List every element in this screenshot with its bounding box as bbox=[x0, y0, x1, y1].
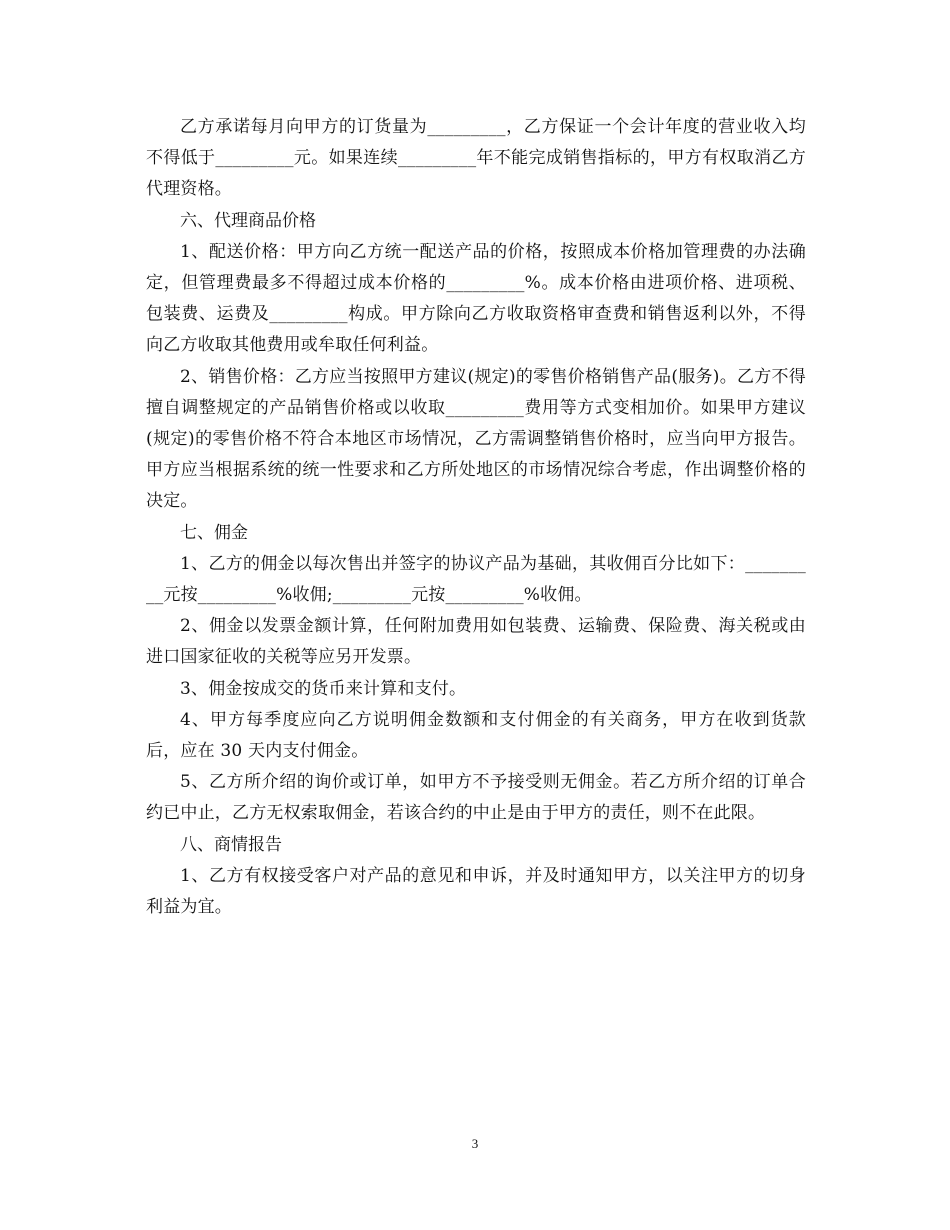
paragraph-order-volume: 乙方承诺每月向甲方的订货量为_________，乙方保证一个会计年度的营业收入均不得低于_________元。如果连续_________年不能完成销售指标的，甲方有权取消乙方代理资格。 bbox=[146, 117, 806, 200]
paragraph-sales-price: 2、销售价格：乙方应当按照甲方建议(规定)的零售价格销售产品(服务)。乙方不得擅自调整规定的产品销售价格或以收取_________费用等方式变相加价。如果甲方建议(规定)的零售价格不符合本地区市场情况，乙方需调整销售价格时，应当向甲方报告。甲方应当根据系统的统一性要求和乙方所处地区的市场情况综合考虑，作出调整价格的决定。 bbox=[146, 366, 806, 512]
document-body bbox=[146, 112, 806, 923]
paragraph-commission-rate: 1、乙方的佣金以每次售出并签字的协议产品为基础，其收佣百分比如下：_________元按_________%收佣;_________元按_________%收佣。 bbox=[146, 553, 806, 606]
paragraph-customer-feedback: 1、乙方有权接受客户对产品的意见和申诉，并及时通知甲方，以关注甲方的切身利益为宜。 bbox=[146, 865, 806, 918]
page-number: 3 bbox=[471, 1136, 479, 1151]
section-heading-business-report: 八、商情报告 bbox=[180, 834, 282, 855]
paragraph-commission-exclusion: 5、乙方所介绍的询价或订单，如甲方不予接受则无佣金。若乙方所介绍的订单合约已中止，乙方无权索取佣金，若该合约的中止是由于甲方的责任，则不在此限。 bbox=[146, 772, 806, 824]
paragraph-commission-currency: 3、佣金按成交的货币来计算和支付。 bbox=[180, 678, 467, 699]
section-heading-agency-price: 六、代理商品价格 bbox=[180, 210, 316, 231]
section-heading-commission: 七、佣金 bbox=[180, 522, 248, 543]
paragraph-commission-invoice: 2、佣金以发票金额计算，任何附加费用如包装费、运输费、保险费、海关税或由进口国家征收的关税等应另开发票。 bbox=[146, 616, 806, 668]
paragraph-commission-payment: 4、甲方每季度应向乙方说明佣金数额和支付佣金的有关商务，甲方在收到货款后，应在 30 天内支付佣金。 bbox=[146, 709, 806, 762]
paragraph-delivery-price: 1、配送价格：甲方向乙方统一配送产品的价格，按照成本价格加管理费的办法确定，但管理费最多不得超过成本价格的_________%。成本价格由进项价格、进项税、包装费、运费及_________构成。甲方除向乙方收取资格审查费和销售返利以外，不得向乙方收取其他费用或牟取任何利益。 bbox=[146, 241, 806, 356]
